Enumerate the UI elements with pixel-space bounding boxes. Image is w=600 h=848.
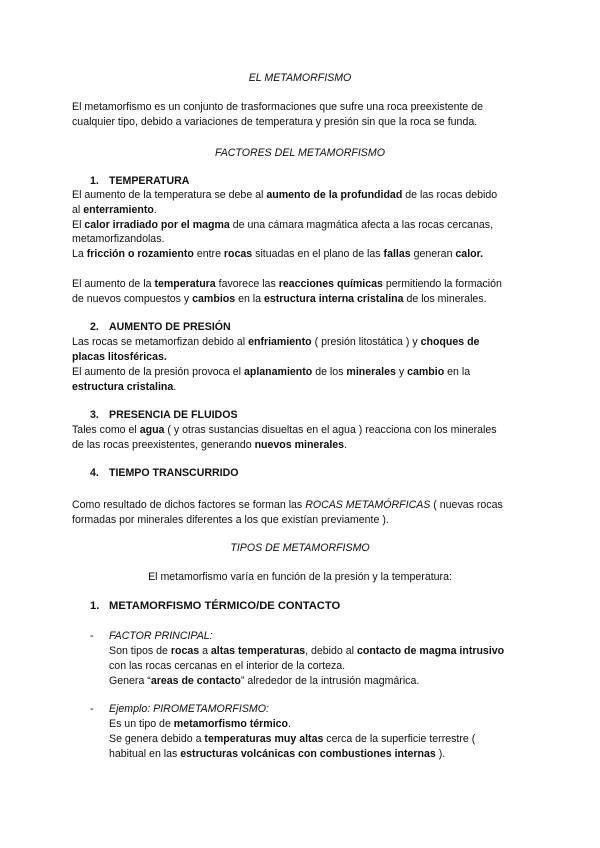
temperatura-line-7 xyxy=(72,292,487,306)
text: La xyxy=(72,248,87,260)
types-title: TIPOS DE METAMORFISMO xyxy=(230,542,370,554)
text: ( y otras sustancias disueltas en el agua ) reacciona con los minerales xyxy=(164,424,497,436)
emphasis: estructura interna cristalina xyxy=(263,293,404,305)
text: ” alrededor de la intrusión magmárica. xyxy=(240,675,420,687)
emphasis: estructura cristalina xyxy=(72,381,174,393)
text: Tales como el xyxy=(72,424,140,436)
factors-title: FACTORES DEL METAMORFISMO xyxy=(215,147,385,159)
type-termico-heading xyxy=(90,600,340,612)
text: habitual en las xyxy=(109,748,181,760)
text: . xyxy=(344,439,348,451)
emphasis: cambios xyxy=(192,293,236,305)
fluidos-line-2 xyxy=(72,438,347,452)
text: permitiendo la formación xyxy=(382,278,502,290)
emphasis: estructuras volcánicas con combustiones internas xyxy=(180,748,436,760)
text: El xyxy=(72,219,85,231)
example-line-1 xyxy=(109,717,291,731)
tiempo-line-1 xyxy=(72,498,503,512)
text: de nuevos compuestos y xyxy=(72,293,193,305)
text: , debido al xyxy=(305,645,357,657)
text: a xyxy=(199,645,211,657)
italic-label: FACTOR PRINCIPAL: xyxy=(109,630,213,642)
temperatura-line-4: metamorfizandolas. xyxy=(72,233,165,245)
tiempo-line-2: formadas por minerales diferentes a los que existían previamente ). xyxy=(72,514,389,526)
section-number: 1. xyxy=(90,600,100,612)
section-number: 4. xyxy=(90,467,99,479)
emphasis: reacciones químicas xyxy=(278,278,383,290)
section-title: PRESENCIA DE FLUIDOS xyxy=(109,409,238,421)
factor-line-1 xyxy=(109,644,504,658)
section-tiempo-heading xyxy=(90,467,238,479)
text: . xyxy=(173,381,177,393)
text: . xyxy=(288,718,291,730)
temperatura-line-2 xyxy=(72,203,157,217)
emphasis: rocas xyxy=(223,248,253,260)
text: de las rocas debido xyxy=(402,189,498,201)
emphasis: fricción o rozamiento xyxy=(86,248,194,260)
emphasis: enfriamiento xyxy=(248,336,312,348)
text: al xyxy=(72,204,84,216)
text: ). xyxy=(435,748,446,760)
emphasis: enterramiento xyxy=(83,204,154,216)
emphasis: agua xyxy=(139,424,165,436)
text: en la xyxy=(235,293,264,305)
presion-line-1 xyxy=(72,335,479,349)
emphasis: calor irradiado por el magma xyxy=(84,219,230,231)
emphasis: areas de contacto xyxy=(150,675,241,687)
text: de las rocas preexistentes, generando xyxy=(72,439,255,451)
presion-line-2 xyxy=(72,350,167,364)
text: favorece las xyxy=(215,278,279,290)
text: entre xyxy=(193,248,224,260)
text: Las rocas se metamorfizan debido al xyxy=(72,336,249,348)
emphasis: fallas xyxy=(383,248,411,260)
emphasis: rocas xyxy=(170,645,200,657)
text: ( nuevas rocas xyxy=(430,499,503,511)
text: Son tipos de xyxy=(109,645,171,657)
emphasis: choques de xyxy=(420,336,480,348)
temperatura-line-1 xyxy=(72,188,497,202)
text: en la xyxy=(444,366,471,378)
text: y xyxy=(395,366,408,378)
example-line-3 xyxy=(109,747,445,761)
text: El aumento de la presión provoca el xyxy=(72,366,244,378)
italic-label: Ejemplo: PIROMETAMORFISMO: xyxy=(109,703,269,715)
factor-label xyxy=(109,629,213,643)
presion-line-4 xyxy=(72,380,176,394)
bullet-dash: - xyxy=(90,703,94,715)
text: de una cámara magmática afecta a las rocas cercanas, xyxy=(229,219,494,231)
example-label xyxy=(109,702,269,716)
emphasis: nuevos minerales xyxy=(254,439,345,451)
text: Es un tipo de xyxy=(109,718,174,730)
emphasis: temperatura xyxy=(154,278,216,290)
emphasis: calor. xyxy=(455,248,484,260)
emphasis: aumento de la profundidad xyxy=(266,189,403,201)
temperatura-line-3 xyxy=(72,218,493,232)
section-title: TIEMPO TRANSCURRIDO xyxy=(109,467,239,479)
text: . xyxy=(153,204,157,216)
emphasis: temperaturas muy altas xyxy=(204,733,324,745)
factor-line-2: con las rocas cercanas en el interior de la corteza. xyxy=(109,660,346,672)
text: generan xyxy=(410,248,456,260)
text: de los minerales. xyxy=(403,293,487,305)
section-number: 3. xyxy=(90,409,99,421)
intro-line-2: cualquier tipo, debido a variaciones de temperatura y presión sin que la roca se funda. xyxy=(72,116,478,128)
section-temperatura-heading xyxy=(90,175,189,187)
emphasis: aplanamiento xyxy=(243,366,313,378)
fluidos-line-1 xyxy=(72,423,497,437)
factor-line-3 xyxy=(109,674,419,688)
emphasis: metamorfismo térmico xyxy=(173,718,289,730)
text: Como resultado de dichos factores se forman las xyxy=(72,499,306,511)
intro-line-1: El metamorfismo es un conjunto de trasformaciones que sufre una roca preexistente de xyxy=(72,101,484,113)
emphasis: placas litosféricas. xyxy=(72,351,167,363)
text: Se genera debido a xyxy=(109,733,205,745)
text: Genera “ xyxy=(109,675,151,687)
section-title: TEMPERATURA xyxy=(109,175,190,187)
text: situadas en el plano de las xyxy=(252,248,384,260)
emphasis: cambio xyxy=(407,366,445,378)
types-intro: El metamorfismo varía en función de la presión y la temperatura: xyxy=(148,571,452,583)
italic-term: ROCAS METAMÓRFICAS xyxy=(305,499,431,511)
temperatura-line-5 xyxy=(72,247,483,261)
document-title: EL METAMORFISMO xyxy=(248,72,352,84)
emphasis: contacto de magma intrusivo xyxy=(356,645,505,657)
bullet-dash: - xyxy=(90,630,94,642)
text: ( presión litostática ) y xyxy=(311,336,421,348)
section-title: METAMORFISMO TÉRMICO/DE CONTACTO xyxy=(109,600,341,612)
temperatura-line-6 xyxy=(72,277,502,291)
section-number: 2. xyxy=(90,321,99,333)
section-title: AUMENTO DE PRESIÓN xyxy=(109,321,231,333)
text: El aumento de la temperatura se debe al xyxy=(72,189,267,201)
emphasis: altas temperaturas xyxy=(210,645,306,657)
section-fluidos-heading xyxy=(90,409,238,421)
text: El aumento de la xyxy=(72,278,155,290)
text: de los xyxy=(312,366,347,378)
example-line-2 xyxy=(109,732,475,746)
section-number: 1. xyxy=(90,175,99,187)
text: cerca de la superficie terrestre ( xyxy=(323,733,476,745)
emphasis: minerales xyxy=(346,366,396,378)
section-presion-heading xyxy=(90,321,231,333)
presion-line-3 xyxy=(72,365,470,379)
